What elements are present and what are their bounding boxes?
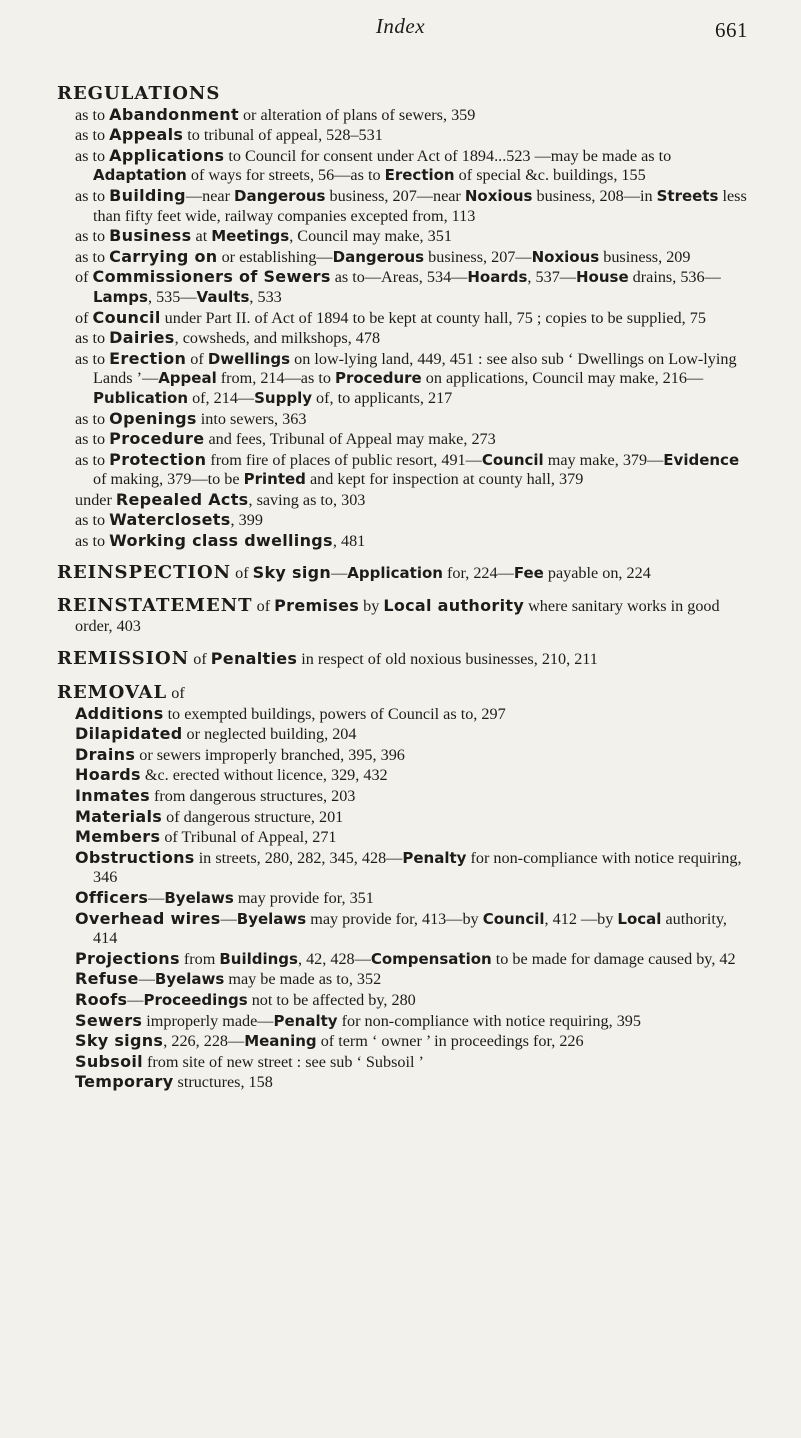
subentry-keyword: Appeal <box>158 369 217 388</box>
subentry-keyword: Noxious <box>464 186 533 205</box>
subentry-keyword: Proceedings <box>143 990 248 1009</box>
entry-keyword: Additions <box>75 703 164 723</box>
index-entry: as to Protection from fire of places of public resort, 491—Council may make, 379—Evidence of making, 379—to be Printed and kept for inspection at county hall, 379 <box>75 449 740 489</box>
section-heading-line <box>57 683 749 704</box>
index-entry: as to Abandonment or alteration of plans of sewers, 359 <box>75 104 476 124</box>
entry-keyword: Sky sign <box>252 562 332 582</box>
entry-keyword: Overhead wires <box>75 908 221 928</box>
subentry-keyword: Hoards <box>467 268 528 287</box>
subentry-keyword: Dangerous <box>332 247 425 266</box>
entry-keyword: Abandonment <box>109 104 239 124</box>
entry-keyword: Applications <box>109 145 225 165</box>
section-remission <box>57 649 749 670</box>
subentry-keyword: Evidence <box>663 450 740 469</box>
index-entry: Drains or sewers improperly branched, 395, 396 <box>75 744 405 764</box>
subentry-keyword: Supply <box>254 388 312 407</box>
section-heading-text: of Premises by Local authority where sanitary works in good order, 403 <box>75 596 720 635</box>
entry-keyword: Refuse <box>75 969 139 989</box>
index-entry: as to Dairies, cowsheds, and milkshops, 478 <box>75 328 381 348</box>
entry-keyword: Working class dwellings <box>109 531 333 551</box>
entry-keyword: Protection <box>109 449 207 469</box>
index-entry: as to Waterclosets, 399 <box>75 510 263 530</box>
page-number: 661 <box>715 18 748 42</box>
index-entry: as to Carrying on or establishing—Dangerous business, 207—Noxious business, 209 <box>75 246 691 266</box>
section-heading-line <box>57 563 749 584</box>
subentry-keyword: Penalty <box>273 1011 338 1030</box>
subentry-keyword: Adaptation <box>93 166 187 185</box>
index-entry: Materials of dangerous structure, 201 <box>75 806 344 826</box>
entry-keyword: Business <box>109 226 192 246</box>
entry-keyword: Erection <box>109 348 187 368</box>
entry-keyword: Carrying on <box>109 246 218 266</box>
entry-keyword: Materials <box>75 806 163 826</box>
subentry-keyword: Printed <box>243 470 306 489</box>
entry-list <box>57 704 749 1093</box>
index-entry: of Commissioners of Sewers as to—Areas, 534—Hoards, 537—House drains, 536—Lamps, 535—Vaults, 533 <box>75 267 721 306</box>
entry-keyword: Obstructions <box>75 847 195 867</box>
index-entry: Temporary structures, 158 <box>75 1072 273 1092</box>
section-reinstatement <box>57 596 749 636</box>
subentry-keyword: Byelaws <box>164 888 234 907</box>
section-heading: REMISSION <box>57 648 190 670</box>
subentry-keyword: House <box>575 268 629 287</box>
index-entry: as to Applications to Council for consent under Act of 1894...523 —may be made as to Adaptation of ways for streets, 56—as to Erection of special &c. buildings, 155 <box>75 145 672 185</box>
index-entry: Sky signs, 226, 228—Meaning of term ‘ owner ’ in proceedings for, 226 <box>75 1031 584 1051</box>
subentry-keyword: Erection <box>384 166 455 185</box>
entry-keyword: Building <box>109 185 186 205</box>
index-entry: Refuse—Byelaws may be made as to, 352 <box>75 969 382 989</box>
index-body <box>57 84 749 1106</box>
entry-keyword: Projections <box>75 948 180 968</box>
entry-keyword: Dilapidated <box>75 724 183 744</box>
index-entry: as to Openings into sewers, 363 <box>75 408 307 428</box>
entry-keyword: Sky signs <box>75 1031 164 1051</box>
section-heading: REINSPECTION <box>57 561 232 583</box>
entry-keyword: Penalties <box>210 649 298 669</box>
subentry-keyword: Lamps <box>93 287 148 306</box>
entry-keyword: Drains <box>75 744 136 764</box>
entry-keyword: Appeals <box>109 125 184 145</box>
index-entry: as to Appeals to tribunal of appeal, 528–531 <box>75 125 383 145</box>
subentry-keyword: Vaults <box>196 287 250 306</box>
subentry-keyword: Procedure <box>334 369 422 388</box>
index-entry: Dilapidated or neglected building, 204 <box>75 724 357 744</box>
section-heading-line <box>57 596 749 636</box>
index-entry: Inmates from dangerous structures, 203 <box>75 786 356 805</box>
section-heading-line <box>57 84 749 105</box>
section-heading-text: of <box>167 684 185 703</box>
index-entry: Projections from Buildings, 42, 428—Compensation to be made for damage caused by, 42 <box>75 948 736 968</box>
entry-keyword: Hoards <box>75 765 141 785</box>
subentry-keyword: Meaning <box>244 1032 317 1051</box>
running-head-title: Index <box>375 14 426 38</box>
entry-list <box>57 105 749 552</box>
entry-keyword: Members <box>75 827 161 847</box>
index-entry: under Repealed Acts, saving as to, 303 <box>75 489 366 509</box>
subentry-keyword: Meetings <box>211 227 290 246</box>
subentry-keyword: Byelaws <box>236 909 307 928</box>
index-entry: as to Business at Meetings, Council may make, 351 <box>75 226 452 246</box>
index-entry: as to Procedure and fees, Tribunal of Appeal may make, 273 <box>75 429 496 449</box>
entry-keyword: Local authority <box>383 596 525 616</box>
subentry-keyword: Council <box>481 450 544 469</box>
subentry-keyword: Council <box>482 909 545 928</box>
index-entry: as to Building—near Dangerous business, 207—near Noxious business, 208—in Streets less than fifty feet wide, railway companies excepted from, 113 <box>75 185 747 225</box>
subentry-keyword: Byelaws <box>154 970 225 989</box>
subentry-keyword: Penalty <box>402 848 467 867</box>
entry-keyword: Inmates <box>75 786 150 805</box>
index-entry: Subsoil from site of new street : see sub ‘ Subsoil ’ <box>75 1051 424 1071</box>
subentry-keyword: Dwellings <box>207 349 291 368</box>
section-heading-text: of Sky sign—Application for, 224—Fee payable on, 224 <box>231 562 651 582</box>
index-entry: Sewers improperly made—Penalty for non-compliance with notice requiring, 395 <box>75 1010 641 1030</box>
entry-keyword: Repealed Acts <box>115 489 249 509</box>
entry-keyword: Procedure <box>109 429 205 449</box>
index-entry: Members of Tribunal of Appeal, 271 <box>75 827 337 847</box>
index-entry: Overhead wires—Byelaws may provide for, 413—by Council, 412 —by Local authority, 414 <box>75 908 727 948</box>
section-heading-text: of Penalties in respect of old noxious businesses, 210, 211 <box>189 649 598 669</box>
section-heading: REGULATIONS <box>57 83 221 104</box>
index-entry: Officers—Byelaws may provide for, 351 <box>75 887 374 907</box>
index-entry: Obstructions in streets, 280, 282, 345, 428—Penalty for non-compliance with notice requiring, 346 <box>75 847 742 887</box>
index-entry: Additions to exempted buildings, powers of Council as to, 297 <box>75 703 506 723</box>
subentry-keyword: Dangerous <box>234 186 326 205</box>
subentry-keyword: Noxious <box>531 247 600 266</box>
subentry-keyword: Application <box>347 563 443 582</box>
section-regulations <box>57 84 749 552</box>
entry-keyword: Premises <box>274 596 360 616</box>
subentry-keyword: Local <box>617 909 662 928</box>
index-entry: Hoards &c. erected without licence, 329, 432 <box>75 765 388 785</box>
index-entry: as to Erection of Dwellings on low-lying land, 449, 451 : see also sub ‘ Dwellings on Low-lying Lands ’—Appeal from, 214—as to Procedure on applications, Council may make, 216—Publication of, 214—Supply of, to applicants, 217 <box>75 348 737 407</box>
subentry-keyword: Publication <box>93 388 189 407</box>
entry-keyword: Subsoil <box>75 1051 143 1071</box>
index-entry: of Council under Part II. of Act of 1894 to be kept at county hall, 75 ; copies to be supplied, 75 <box>75 307 706 327</box>
section-reinspection <box>57 563 749 584</box>
subentry-keyword: Compensation <box>370 949 492 968</box>
subentry-keyword: Buildings <box>219 949 298 968</box>
section-removal <box>57 683 749 1093</box>
entry-keyword: Dairies <box>109 328 175 348</box>
section-heading: REINSTATEMENT <box>57 595 253 617</box>
entry-keyword: Roofs <box>75 989 128 1009</box>
entry-keyword: Waterclosets <box>109 510 231 530</box>
entry-keyword: Officers <box>75 887 149 907</box>
section-heading-line <box>57 649 749 670</box>
index-entry: as to Working class dwellings, 481 <box>75 531 366 551</box>
entry-keyword: Commissioners of Sewers <box>92 267 331 287</box>
subentry-keyword: Fee <box>513 563 544 582</box>
entry-keyword: Sewers <box>75 1010 143 1030</box>
subentry-keyword: Streets <box>656 186 719 205</box>
index-entry: Roofs—Proceedings not to be affected by, 280 <box>75 989 416 1009</box>
section-heading: REMOVAL <box>57 682 168 704</box>
entry-keyword: Council <box>92 307 161 327</box>
entry-keyword: Openings <box>109 408 197 428</box>
entry-keyword: Temporary <box>75 1072 174 1092</box>
